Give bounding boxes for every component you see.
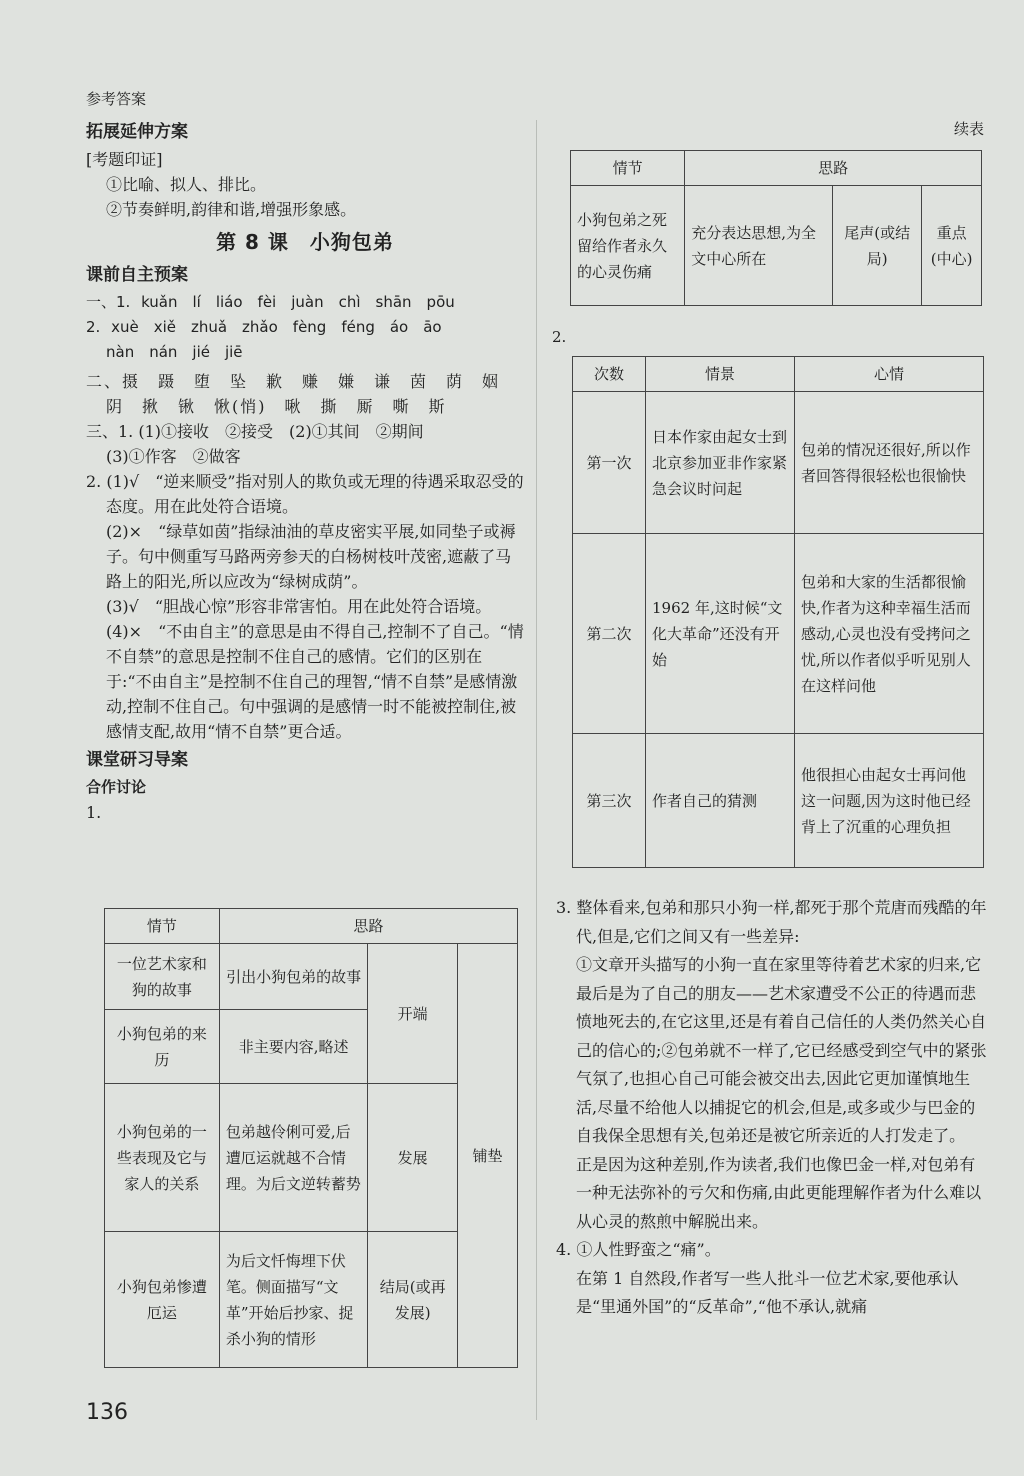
table-cell: 小狗包弟的来历 — [105, 1010, 220, 1084]
continued-label: 续表 — [953, 120, 984, 138]
mood-table — [572, 356, 984, 868]
q2-label: 2. — [552, 328, 567, 346]
table-cell: 包弟和大家的生活都很愉快,作者为这种幸福生活而感动,心灵也没有受拷问之忧,所以作者似乎听见别人在这样问他 — [795, 534, 984, 734]
page-number: 136 — [86, 1400, 128, 1425]
q2-para-1: 2. (1)√ “逆来顺受”指对别人的欺负或无理的待遇采取忍受的态度。用在此处符合语境。 — [86, 472, 524, 516]
th-qingjie: 情节 — [571, 151, 685, 186]
q4-para-1: 4. ①人性野蛮之“痛”。 — [556, 1240, 721, 1259]
words-line-1: 二、摄 蹑 堕 坠 歉 赚 嫌 谦 茵 荫 姻 — [86, 372, 501, 391]
running-head: 参考答案 — [86, 90, 147, 108]
table-cell: 第二次 — [573, 534, 646, 734]
table-cell: 铺垫 — [457, 944, 517, 1368]
table-cell: 一位艺术家和狗的故事 — [105, 944, 220, 1010]
kaoti-label: [考题印证] — [86, 150, 163, 169]
table-cell: 小狗包弟惨遭厄运 — [105, 1232, 220, 1368]
table-cell: 第三次 — [573, 734, 646, 868]
th-silu: 思路 — [685, 151, 982, 186]
pinyin-line-2: 2. xuè xiě zhuǎ zhǎo fèng féng áo āo — [86, 318, 442, 336]
kaoti-line-2: ②节奏鲜明,韵律和谐,增强形象感。 — [106, 200, 357, 219]
table-cell: 包弟越伶俐可爱,后遭厄运就越不合情理。为后文逆转蓄势 — [219, 1084, 368, 1232]
q3-para-1: 3. 整体看来,包弟和那只小狗一样,都死于那个荒唐而残酷的年代,但是,它们之间又有一些差异: — [556, 898, 987, 946]
san-line-1: 三、1. (1)①接收 ②接受 (2)①其间 ②期间 — [86, 422, 424, 441]
q3-para-3: 正是因为这种差别,作为读者,我们也像巴金一样,对包弟有一种无法弥补的亏欠和伤痛,由此更能理解作者为什么难以从心灵的熬煎中解脱出来。 — [576, 1154, 982, 1231]
q2-para-4: (4)× “不由自主”的意思是由不得自己,控制不了自己。“情不自禁”的意思是控制不住自己的感情。它们的区别在于:“不由自主”是控制不住自己的理智,“情不自禁”是感情激动,控制不住自己。句中强调的是感情一时不能被控制住,被感情支配,故用“情不自禁”更合适。 — [106, 622, 524, 741]
table-cell: 1962 年,这时候“文化大革命”还没有开始 — [646, 534, 795, 734]
section-title-classroom: 课堂研习导案 — [86, 750, 188, 770]
table-cell: 包弟的情况还很好,所以作者回答得很轻松也很愉快 — [795, 392, 984, 534]
words-line-2: 阴 揪 锹 愀(悄) 啾 撕 厮 嘶 斯 — [106, 397, 447, 416]
table-cell: 小狗包弟的一些表现及它与家人的关系 — [105, 1084, 220, 1232]
table-cell: 非主要内容,略述 — [219, 1010, 368, 1084]
column-divider — [536, 120, 537, 1420]
table-cell: 他很担心由起女士再问他这一问题,因为这时他已经背上了沉重的心理负担 — [795, 734, 984, 868]
sub-title-discussion: 合作讨论 — [86, 778, 147, 796]
table-cell: 引出小狗包弟的故事 — [219, 944, 368, 1010]
pinyin-line-1: 一、1. kuǎn lí liáo fèi juàn chì shān pōu — [86, 293, 455, 311]
plot-table-continued — [570, 150, 982, 306]
left-column — [86, 118, 524, 825]
th-xinqing: 心情 — [795, 357, 984, 392]
table-cell: 开端 — [368, 944, 458, 1084]
lesson-title: 第 8 课 小狗包弟 — [216, 230, 394, 254]
plot-table — [104, 908, 518, 1368]
table-cell: 充分表达思想,为全文中心所在 — [685, 186, 833, 306]
q3-para-2: ①文章开头描写的小狗一直在家里等待着艺术家的归来,它最后是为了自己的朋友——艺术家遭受不公正的待遇而悲愤地死去的,在它这里,还是有着自己信任的人类仍然关心自己的信心的;②包弟就不一样了,它已经感受到空气中的紧张气氛了,也担心自己可能会被交出去,因此它更加谨慎地生活,尽量不给他人以捕捉它的机会,但是,或多或少与巴金的自我保全思想有关,包弟还是被它所亲近的人打发走了。 — [576, 955, 987, 1145]
q3-answer — [556, 894, 988, 1322]
q2-para-2: (2)× “绿草如茵”指绿油油的草皮密实平展,如同垫子或褥子。句中侧重写马路两旁参天的白杨树枝叶茂密,遮蔽了马路上的阳光,所以应改为“绿树成荫”。 — [106, 522, 516, 591]
q4-para-2: 在第 1 自然段,作者写一些人批斗一位艺术家,要他承认是“里通外国”的“反革命”,“他不承认,就痛 — [576, 1268, 959, 1316]
table-cell: 尾声(或结局) — [833, 186, 922, 306]
kaoti-line-1: ①比喻、拟人、排比。 — [106, 175, 267, 194]
th-qingjie: 情节 — [105, 909, 220, 944]
q2-para-3: (3)√ “胆战心惊”形容非常害怕。用在此处符合语境。 — [106, 597, 492, 616]
th-cishu: 次数 — [573, 357, 646, 392]
q1-label: 1. — [86, 803, 102, 822]
table-cell: 结局(或再发展) — [368, 1232, 458, 1368]
th-silu: 思路 — [219, 909, 517, 944]
table-cell: 为后文忏悔埋下伏笔。侧面描写“文革”开始后抄家、捉杀小狗的情形 — [219, 1232, 368, 1368]
pinyin-line-3: nàn nán jié jiē — [106, 343, 243, 361]
san-line-2: (3)①作客 ②做客 — [106, 447, 241, 466]
table-cell: 日本作家由起女士到北京参加亚非作家紧急会议时问起 — [646, 392, 795, 534]
table-cell: 发展 — [368, 1084, 458, 1232]
section-title-preview: 课前自主预案 — [86, 265, 188, 285]
table-cell: 作者自己的猜测 — [646, 734, 795, 868]
table-cell: 小狗包弟之死留给作者永久的心灵伤痛 — [571, 186, 685, 306]
table-cell: 重点(中心) — [922, 186, 982, 306]
th-qingjing: 情景 — [646, 357, 795, 392]
table-cell: 第一次 — [573, 392, 646, 534]
section-title-extension: 拓展延伸方案 — [86, 122, 188, 142]
